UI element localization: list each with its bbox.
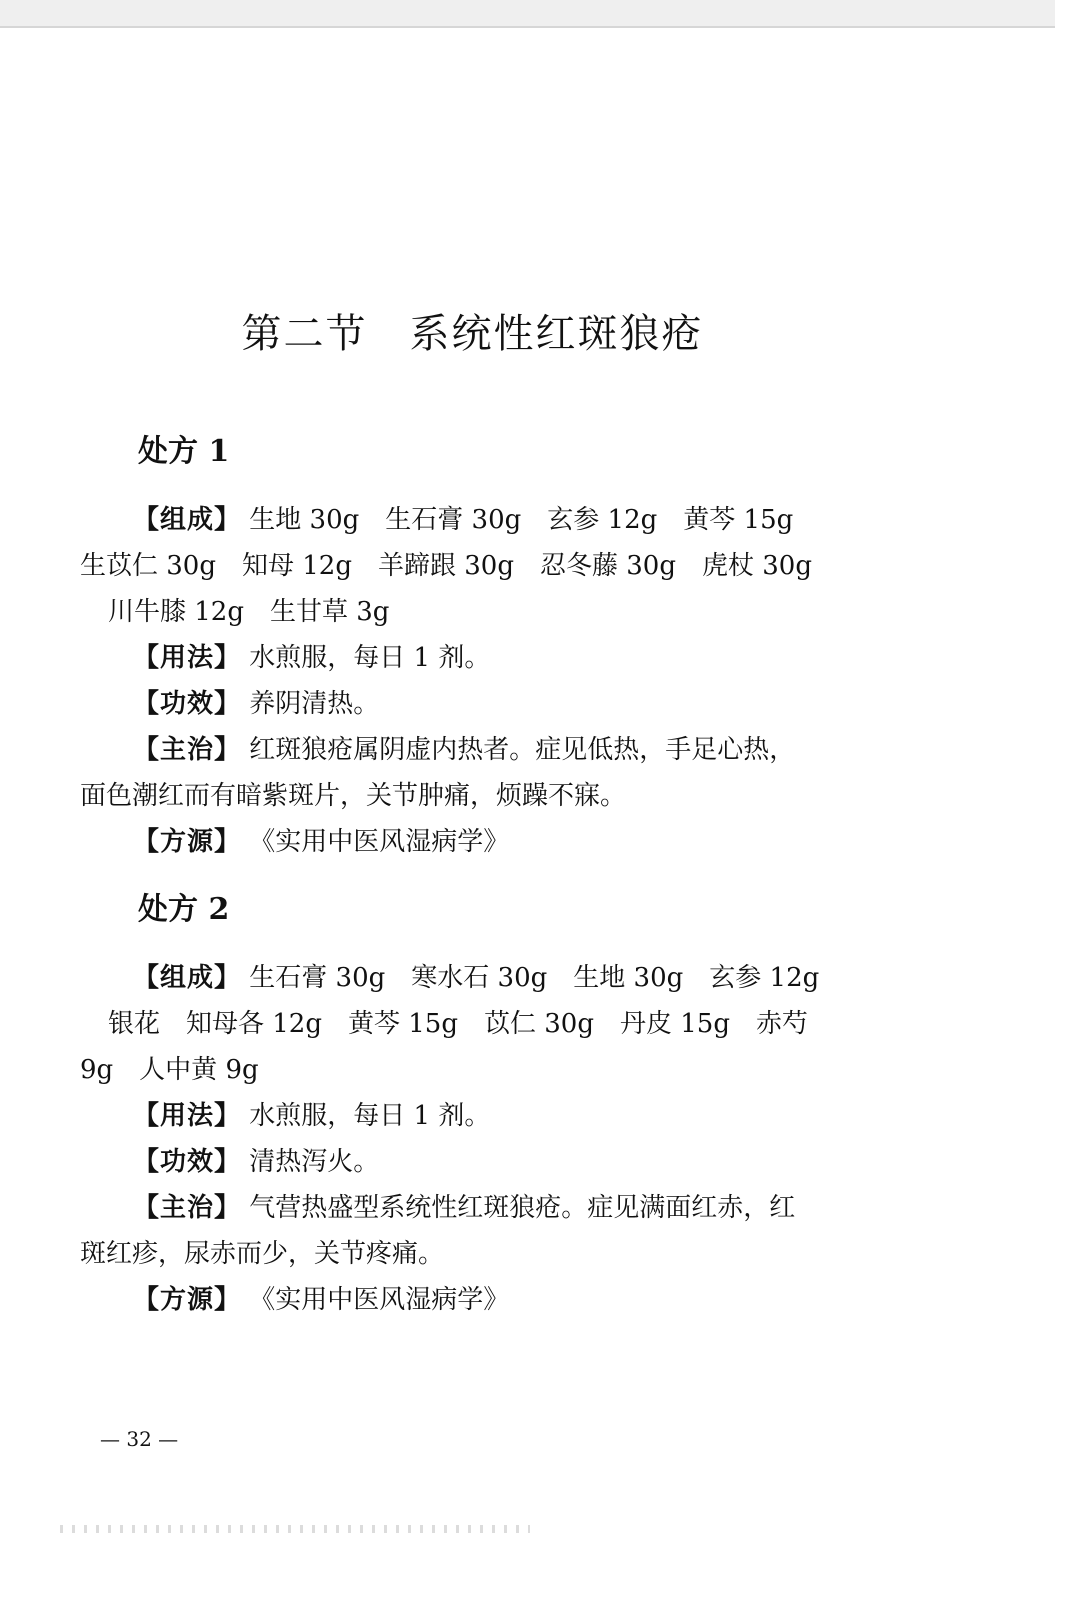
prescription-1-composition-line-2: 生苡仁 30g 知母 12g 羊蹄跟 30g 忍冬藤 30g 虎杖 30g [80,551,812,581]
prescription-2-composition-line-3: 9g 人中黄 9g [80,1055,259,1085]
prescription-1-effect [133,686,379,722]
prescription-1-source [133,824,509,860]
section-tag: 【组成】 [133,505,242,535]
section-tag: 【方源】 [133,1285,242,1315]
section-tag: 【用法】 [133,1101,242,1131]
prescription-2-effect [133,1144,379,1180]
section-text: 水煎服，每日 1 剂。 [241,1101,491,1131]
section-text: 清热泻火。 [241,1147,380,1177]
prescription-2-composition-line-1 [133,960,819,996]
scan-artifact [60,1525,530,1533]
section-text: 红斑狼疮属阴虚内热者。症见低热，手足心热， [241,735,796,765]
prescription-1-heading: 处方 1 [138,434,230,469]
section-tag: 【方源】 [133,827,242,857]
section-text: 《实用中医风湿病学》 [241,827,510,857]
section-text: 《实用中医风湿病学》 [241,1285,510,1315]
section-tag: 【功效】 [133,689,242,719]
section-tag: 【主治】 [133,735,242,765]
prescription-2-composition-line-2: 银花 知母各 12g 黄芩 15g 苡仁 30g 丹皮 15g 赤芍 [108,1009,808,1039]
prescription-2-usage [133,1098,490,1134]
section-text: 生地 30g 生石膏 30g 玄参 12g 黄芩 15g [241,505,794,535]
prescription-2-indication-line-1 [133,1190,795,1226]
prescription-1-composition-line-1 [133,502,793,538]
section-tag: 【主治】 [133,1193,242,1223]
prescription-1-indication-line-1 [133,732,795,768]
prescription-1-composition-line-3: 川牛膝 12g 生甘草 3g [108,597,390,627]
section-text: 生石膏 30g 寒水石 30g 生地 30g 玄参 12g [241,963,820,993]
section-text: 养阴清热。 [241,689,380,719]
section-tag: 【组成】 [133,963,242,993]
page-number: — 32 — [100,1427,179,1451]
prescription-2-heading: 处方 2 [138,892,230,927]
section-text: 水煎服，每日 1 剂。 [241,643,491,673]
section-text: 气营热盛型系统性红斑狼疮。症见满面红赤，红 [241,1193,796,1223]
prescription-2-indication-line-2: 斑红疹，尿赤而少，关节疼痛。 [80,1239,445,1269]
prescription-1-indication-line-2: 面色潮红而有暗紫斑片，关节肿痛，烦躁不寐。 [80,781,627,811]
prescription-1-usage [133,640,490,676]
section-tag: 【功效】 [133,1147,242,1177]
section-tag: 【用法】 [133,643,242,673]
section-title: 第二节 系统性红斑狼疮 [241,311,704,357]
prescription-2-source [133,1282,509,1318]
